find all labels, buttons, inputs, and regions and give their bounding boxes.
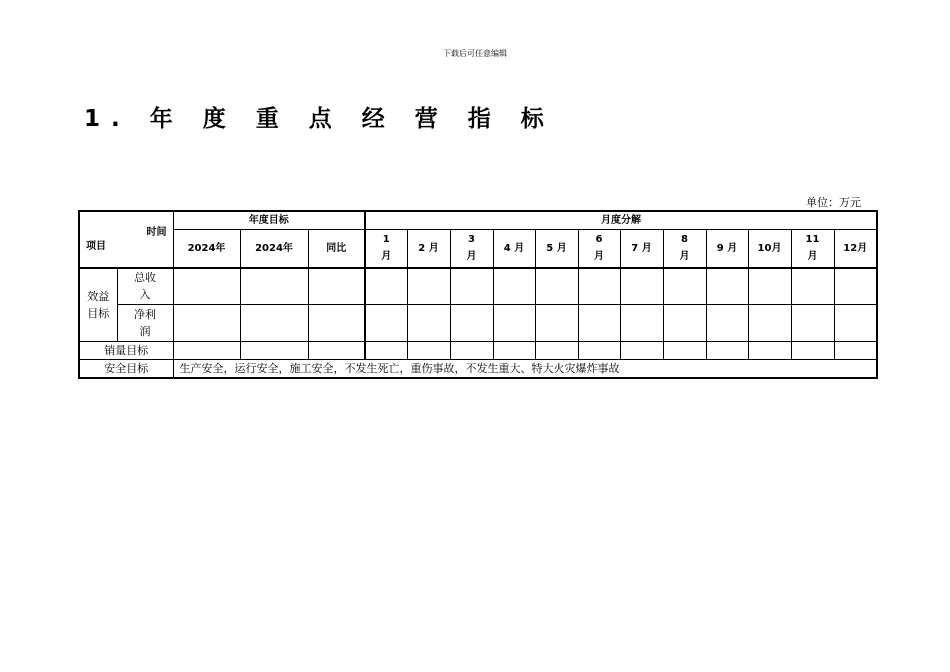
month-col-header (407, 230, 450, 268)
value-cell (578, 268, 620, 305)
month-header-number: 2 月 (418, 242, 439, 254)
kpi-table (78, 210, 878, 379)
month-header-number: 3 (468, 234, 475, 246)
month-header-unit: 月 (594, 251, 605, 263)
month-header-number: 7 月 (631, 242, 652, 254)
month-header-number: 8 (681, 234, 688, 246)
safety-target-label: 安全目标 (79, 360, 173, 379)
value-cell (791, 268, 834, 305)
unit-label: 单位：万元 (806, 196, 861, 209)
value-cell (173, 305, 240, 342)
value-cell (834, 342, 877, 360)
value-cell (578, 305, 620, 342)
value-cell (493, 268, 535, 305)
value-cell (365, 305, 407, 342)
month-header-unit: 月 (807, 251, 818, 263)
month-header-number: 1 (382, 234, 390, 246)
revenue-label-line: 入 (139, 288, 151, 302)
value-cell (308, 342, 365, 360)
value-cell (791, 342, 834, 360)
month-col-header (663, 230, 706, 268)
value-cell (663, 268, 706, 305)
value-cell (365, 268, 407, 305)
value-cell (365, 342, 407, 360)
month-header-unit: 月 (381, 251, 392, 263)
value-cell (308, 268, 365, 305)
month-col-header (834, 230, 877, 268)
sales-target-label: 销量目标 (79, 342, 173, 360)
annual-col-header: 2024年 (240, 230, 308, 268)
value-cell (407, 305, 450, 342)
value-cell (493, 305, 535, 342)
value-cell (748, 305, 791, 342)
value-cell (240, 305, 308, 342)
month-col-header (535, 230, 578, 268)
month-col-header (706, 230, 748, 268)
value-cell (173, 268, 240, 305)
monthly-breakdown-header: 月度分解 (365, 211, 877, 230)
month-header-unit: 月 (679, 251, 690, 263)
value-cell (706, 305, 748, 342)
value-cell (748, 342, 791, 360)
value-cell (240, 268, 308, 305)
value-cell (620, 305, 663, 342)
benefit-label-line: 目标 (87, 306, 110, 320)
profit-label-line: 净利 (134, 308, 156, 321)
value-cell (407, 268, 450, 305)
value-cell (173, 342, 240, 360)
corner-time-label: 时间 (146, 227, 167, 238)
value-cell (620, 268, 663, 305)
corner-header-cell (79, 211, 173, 268)
revenue-label (117, 268, 173, 305)
month-col-header (578, 230, 620, 268)
value-cell (535, 305, 578, 342)
month-header-number: 11 (805, 234, 820, 246)
month-col-header (450, 230, 493, 268)
value-cell (493, 342, 535, 360)
page-title: 1. 年 度 重 点 经 营 指 标 (84, 106, 555, 132)
revenue-label-line: 总收 (134, 271, 156, 285)
month-header-number: 6 (595, 234, 603, 246)
value-cell (450, 268, 493, 305)
value-cell (706, 268, 748, 305)
annual-target-header: 年度目标 (173, 211, 365, 230)
month-header-number: 9 月 (716, 242, 738, 254)
benefit-target-label (79, 268, 117, 342)
value-cell (663, 342, 706, 360)
value-cell (450, 342, 493, 360)
value-cell (308, 305, 365, 342)
value-cell (578, 342, 620, 360)
benefit-label-line: 效益 (87, 289, 110, 303)
profit-label-line: 润 (139, 325, 151, 338)
value-cell (748, 268, 791, 305)
value-cell (791, 305, 834, 342)
month-header-number: 10月 (757, 242, 782, 254)
page-header-note: 下载后可任意编辑 (443, 49, 507, 58)
month-header-number: 12月 (843, 242, 868, 254)
month-col-header (620, 230, 663, 268)
profit-label (117, 305, 173, 342)
annual-col-header: 2024年 (173, 230, 240, 268)
value-cell (450, 305, 493, 342)
month-header-number: 5 月 (546, 242, 567, 254)
value-cell (535, 342, 578, 360)
value-cell (240, 342, 308, 360)
month-col-header (493, 230, 535, 268)
month-col-header (748, 230, 791, 268)
value-cell (535, 268, 578, 305)
value-cell (834, 305, 877, 342)
annual-col-header: 同比 (308, 230, 365, 268)
safety-target-text: 生产安全，运行安全，施工安全，不发生死亡，重伤事故，不发生重大、特大火灾爆炸事故 (173, 360, 877, 379)
month-col-header (365, 230, 407, 268)
value-cell (834, 268, 877, 305)
month-header-number: 4 月 (503, 242, 525, 254)
value-cell (620, 342, 663, 360)
month-header-unit: 月 (466, 251, 477, 263)
value-cell (663, 305, 706, 342)
month-col-header (791, 230, 834, 268)
value-cell (407, 342, 450, 360)
value-cell (706, 342, 748, 360)
corner-item-label: 项目 (86, 240, 106, 252)
